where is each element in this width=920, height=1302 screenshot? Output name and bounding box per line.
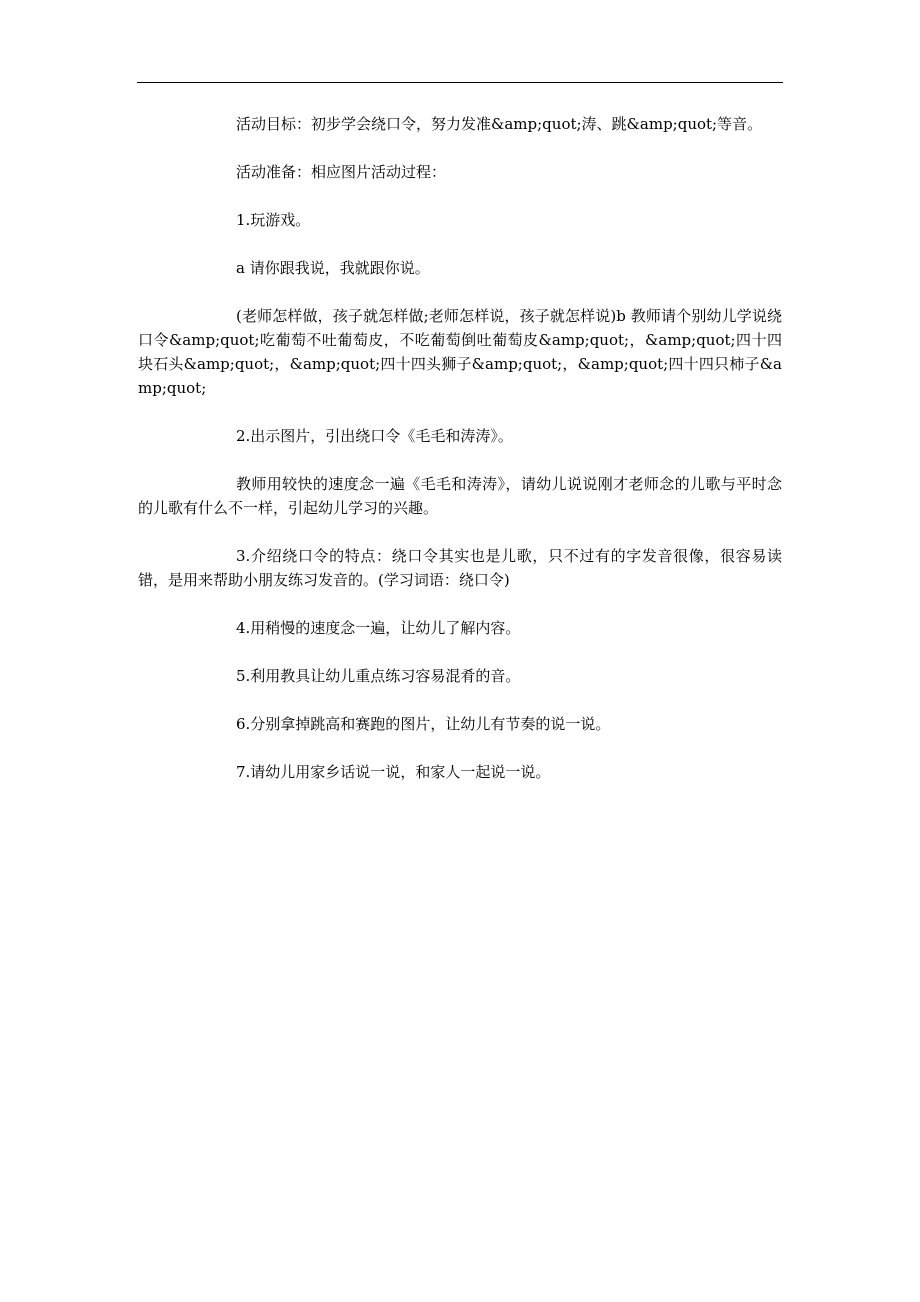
paragraph-step-2: 2.出示图片，引出绕口令《毛毛和涛涛》。: [236, 427, 513, 445]
header-rule: [137, 82, 783, 83]
paragraph-activity-goal: 活动目标：初步学会绕口令，努力发准&amp;quot;涛、跳&amp;quot;等音。: [236, 115, 763, 133]
document-body: [138, 112, 782, 808]
paragraph-step-7: 7.请幼儿用家乡话说一说，和家人一起说一说。: [236, 763, 551, 781]
paragraph-step-4: 4.用稍慢的速度念一遍，让幼儿了解内容。: [236, 619, 521, 637]
paragraph-step-1a: a 请你跟我说，我就跟你说。: [236, 259, 430, 277]
paragraph-step-2-detail: 教师用较快的速度念一遍《毛毛和涛涛》，请幼儿说说刚才老师念的儿歌与平时念的儿歌有什么不一样，引起幼儿学习的兴趣。: [138, 475, 782, 517]
paragraph-step-5: 5.利用教具让幼儿重点练习容易混肴的音。: [236, 667, 521, 685]
paragraph-activity-preparation: 活动准备：相应图片活动过程：: [236, 163, 447, 181]
paragraph-step-6: 6.分别拿掉跳高和赛跑的图片，让幼儿有节奏的说一说。: [236, 715, 611, 733]
paragraph-step-3: 3.介绍绕口令的特点：绕口令其实也是儿歌，只不过有的字发音很像，很容易读错，是用来帮助小朋友练习发音的。(学习词语：绕口令): [138, 547, 782, 589]
paragraph-step-1b: (老师怎样做，孩子就怎样做;老师怎样说，孩子就怎样说)b 教师请个别幼儿学说绕口令&amp;quot;吃葡萄不吐葡萄皮，不吃葡萄倒吐葡萄皮&amp;quot;，&amp;quot;四十四块石头&amp;quot;，&amp;quot;四十四头狮子&amp;quot;，&amp;quot;四十四只柿子&amp;quot;: [138, 307, 782, 397]
paragraph-step-1: 1.玩游戏。: [236, 211, 311, 229]
